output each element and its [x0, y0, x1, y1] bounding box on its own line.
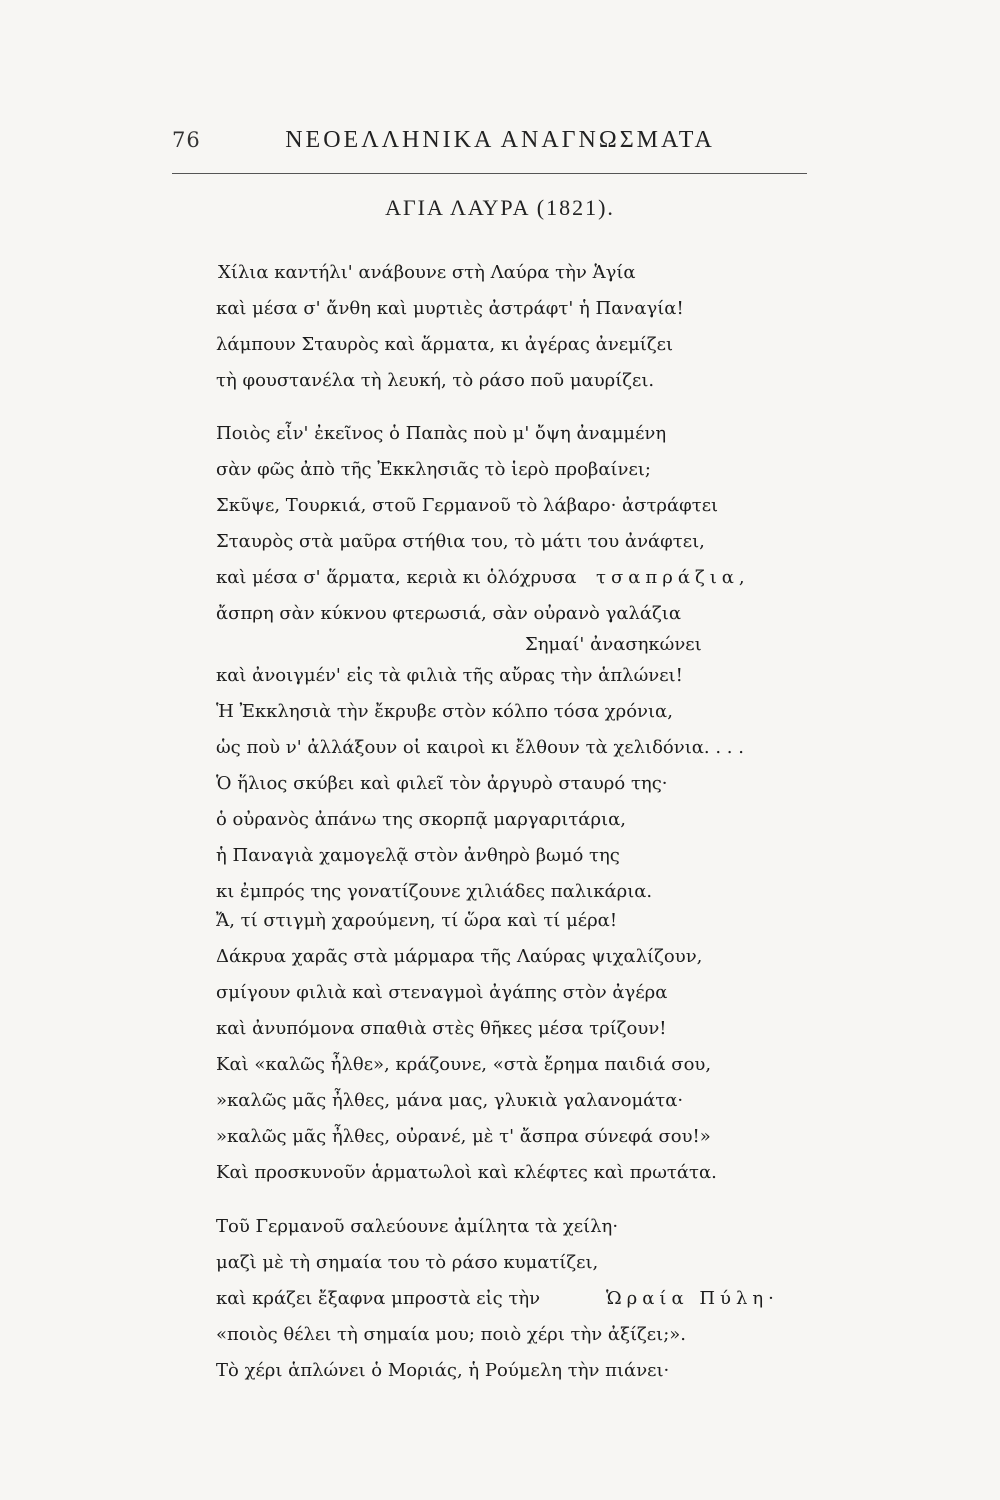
poem-line: Τὸ χέρι ἁπλώνει ὁ Μοριάς, ἡ Ρούμελη τὴν πιάνει·	[216, 1360, 670, 1381]
poem-line: »καλῶς μᾶς ἦλθες, οὐρανέ, μὲ τ' ἄσπρα σύνεφά σου!»	[216, 1126, 711, 1147]
poem-line: Καὶ «καλῶς ἦλθε», κράζουνε, «στὰ ἔρημα παιδιά σου,	[216, 1054, 712, 1075]
poem-line: Σκῦψε, Τουρκιά, στοῦ Γερμανοῦ τὸ λάβαρο· ἀστράφτει	[216, 495, 719, 516]
poem-line: Ἡ Ἐκκλησιὰ τὴν ἔκρυβε στὸν κόλπο τόσα χρόνια,	[216, 701, 673, 722]
poem-line: καὶ μέσα σ' ἅρματα, κεριὰ κι ὁλόχρυσα	[216, 567, 577, 588]
poem-line: Δάκρυα χαρᾶς στὰ μάρμαρα τῆς Λαύρας ψιχαλίζουν,	[216, 946, 703, 967]
running-header: ΝΕΟΕΛΛΗΝΙΚΑ ΑΝΑΓΝΩΣΜΑΤΑ	[285, 127, 715, 153]
poem-line-spaced: Ὡραία Πύλη·	[606, 1288, 779, 1309]
poem-line: καὶ μέσα σ' ἄνθη καὶ μυρτιὲς ἀστράφτ' ἡ Παναγία!	[216, 298, 684, 319]
poem-line: ἄσπρη σὰν κύκνου φτερωσιά, σὰν οὐρανὸ γαλάζια	[216, 603, 682, 624]
poem-line: «ποιὸς θέλει τὴ σημαία μου; ποιὸ χέρι τὴν ἀξίζει;».	[216, 1324, 686, 1345]
header-rule	[172, 173, 807, 174]
poem-line: ἡ Παναγιὰ χαμογελᾷ στὸν ἀνθηρὸ βωμό της	[216, 845, 620, 866]
poem-line: καὶ ἀνοιγμέν' εἰς τὰ φιλιὰ τῆς αὔρας τὴν ἁπλώνει!	[216, 665, 683, 686]
poem-line: σὰν φῶς ἀπὸ τῆς Ἐκκλησιᾶς τὸ ἱερὸ προβαίνει;	[216, 459, 651, 480]
poem-line: Σταυρὸς στὰ μαῦρα στήθια του, τὸ μάτι του ἀνάφτει,	[216, 531, 705, 552]
poem-line: Ποιὸς εἶν' ἐκεῖνος ὁ Παπὰς ποὺ μ' ὄψη ἀναμμένη	[216, 423, 667, 444]
poem-line: λάμπουν Σταυρὸς καὶ ἅρματα, κι ἀγέρας ἀνεμίζει	[216, 334, 673, 355]
poem-line: Ὁ ἥλιος σκύβει καὶ φιλεῖ τὸν ἀργυρὸ σταυρό της·	[216, 773, 668, 794]
poem-line: Ἄ, τί στιγμὴ χαρούμενη, τί ὥρα καὶ τί μέρα!	[216, 910, 618, 931]
poem-line: καὶ κράζει ἔξαφνα μπροστὰ εἰς τὴν	[216, 1288, 541, 1309]
poem-line: »καλῶς μᾶς ἦλθες, μάνα μας, γλυκιὰ γαλανομάτα·	[216, 1090, 684, 1111]
poem-title: ΑΓΙΑ ΛΑΥΡΑ (1821).	[385, 195, 615, 220]
poem-line: Καὶ προσκυνοῦν ἁρματωλοὶ καὶ κλέφτες καὶ πρωτάτα.	[216, 1162, 717, 1183]
poem-line: ὡς ποὺ ν' ἀλλάξουν οἱ καιροὶ κι ἔλθουν τὰ χελιδόνια. . . .	[216, 737, 744, 758]
page-number: 76	[172, 128, 201, 152]
poem-line-indented: Σημαί' ἀνασηκώνει	[525, 634, 702, 655]
poem-line: κι ἐμπρός της γονατίζουνε χιλιάδες παλικάρια.	[216, 881, 653, 902]
poem-line-spaced: τσαπράζια,	[596, 567, 750, 588]
poem-line: ὁ οὐρανὸς ἀπάνω της σκορπᾷ μαργαριτάρια,	[216, 809, 626, 830]
poem-line: Τοῦ Γερμανοῦ σαλεύουνε ἀμίλητα τὰ χείλη·	[216, 1216, 619, 1237]
poem-line: Χίλια καντήλι' ανάβουνε στὴ Λαύρα τὴν Ἁγία	[218, 262, 636, 283]
poem-line: τὴ φουστανέλα τὴ λευκή, τὸ ράσο ποῦ μαυρίζει.	[216, 370, 655, 391]
poem-line: σμίγουν φιλιὰ καὶ στεναγμοὶ ἀγάπης στὸν ἀγέρα	[216, 982, 668, 1003]
poem-line: καὶ ἀνυπόμονα σπαθιὰ στὲς θῆκες μέσα τρίζουν!	[216, 1018, 667, 1039]
poem-line: μαζὶ μὲ τὴ σημαία του τὸ ράσο κυματίζει,	[216, 1252, 599, 1273]
